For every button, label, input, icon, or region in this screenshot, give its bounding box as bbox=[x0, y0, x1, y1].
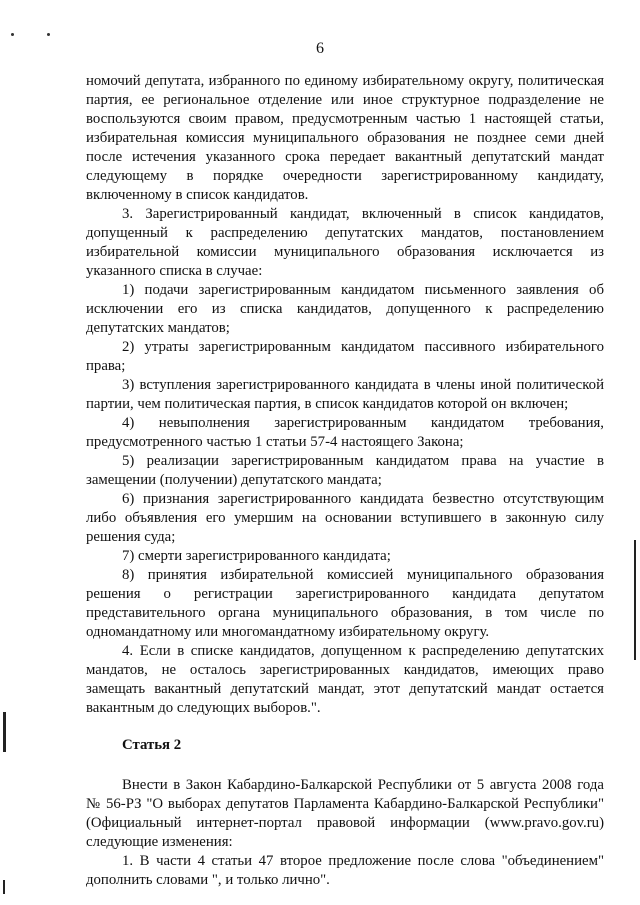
article-heading: Статья 2 bbox=[122, 737, 182, 753]
paragraph: 4. Если в списке кандидатов, допущенном к распределению депутатских мандатов, не осталось зарегистрированных кандидатов, имеющих право замещать вакантный депутатский мандат, этот депутатский мандат остается вакантным до следующих выборов.". bbox=[86, 643, 604, 716]
paragraph: 3. Зарегистрированный кандидат, включенный в список кандидатов, допущенный к распределению депутатских мандатов, постановлением избирательной комиссии муниципального образования исключается из указанного списка в случае: bbox=[86, 206, 604, 279]
scan-dot bbox=[11, 33, 14, 36]
list-item: 8) принятия избирательной комиссией муниципального образования решения о регистрации зарегистрированного кандидата депутатом представительного органа муниципального образования, в том числе по одномандатному или многомандатному избирательному округу. bbox=[86, 567, 604, 640]
scan-dot bbox=[47, 33, 50, 36]
page-number: 6 bbox=[316, 40, 324, 57]
list-item: 1) подачи зарегистрированным кандидатом письменного заявления об исключении его из списка кандидатов, допущенного к распределению депутатских мандатов; bbox=[86, 282, 604, 336]
list-item: 2) утраты зарегистрированным кандидатом пассивного избирательного права; bbox=[86, 339, 604, 374]
paragraph: 1. В части 4 статьи 47 второе предложение после слова "объединением" дополнить словами ", и только лично". bbox=[86, 853, 604, 888]
scan-edge-mark bbox=[634, 540, 636, 660]
list-item: 7) смерти зарегистрированного кандидата; bbox=[122, 548, 391, 564]
list-item: 4) невыполнения зарегистрированным кандидатом требования, предусмотренного частью 1 статьи 57-4 настоящего Закона; bbox=[86, 415, 604, 450]
scan-edge-mark bbox=[3, 880, 5, 894]
paragraph: номочий депутата, избранного по единому избирательному округу, политическая партия, ее региональное отделение или иное структурное подразделение не воспользуются своим правом, предусмотренным частью 1 настоящей статьи, избирательная комиссия муниципального образования не позднее семи дней после истечения указанного срока передает вакантный депутатский мандат следующему в порядке очередности зарегистрированному кандидату, включенному в список кандидатов. bbox=[86, 73, 604, 203]
paragraph: Внести в Закон Кабардино-Балкарской Республики от 5 августа 2008 года № 56-РЗ "О выборах депутатов Парламента Кабардино-Балкарской Республики" (Официальный интернет-портал правовой информации (www.pravo.gov.ru) следующие изменения: bbox=[86, 777, 604, 850]
list-item: 5) реализации зарегистрированным кандидатом права на участие в замещении (получении) депутатского мандата; bbox=[86, 453, 604, 488]
list-item: 3) вступления зарегистрированного кандидата в члены иной политической партии, чем политическая партия, в список кандидатов которой он включен; bbox=[86, 377, 604, 412]
scan-edge-mark bbox=[3, 712, 6, 752]
list-item: 6) признания зарегистрированного кандидата безвестно отсутствующим либо объявления его умершим на основании вступившего в законную силу решения суда; bbox=[86, 491, 604, 545]
document-body bbox=[86, 72, 604, 890]
